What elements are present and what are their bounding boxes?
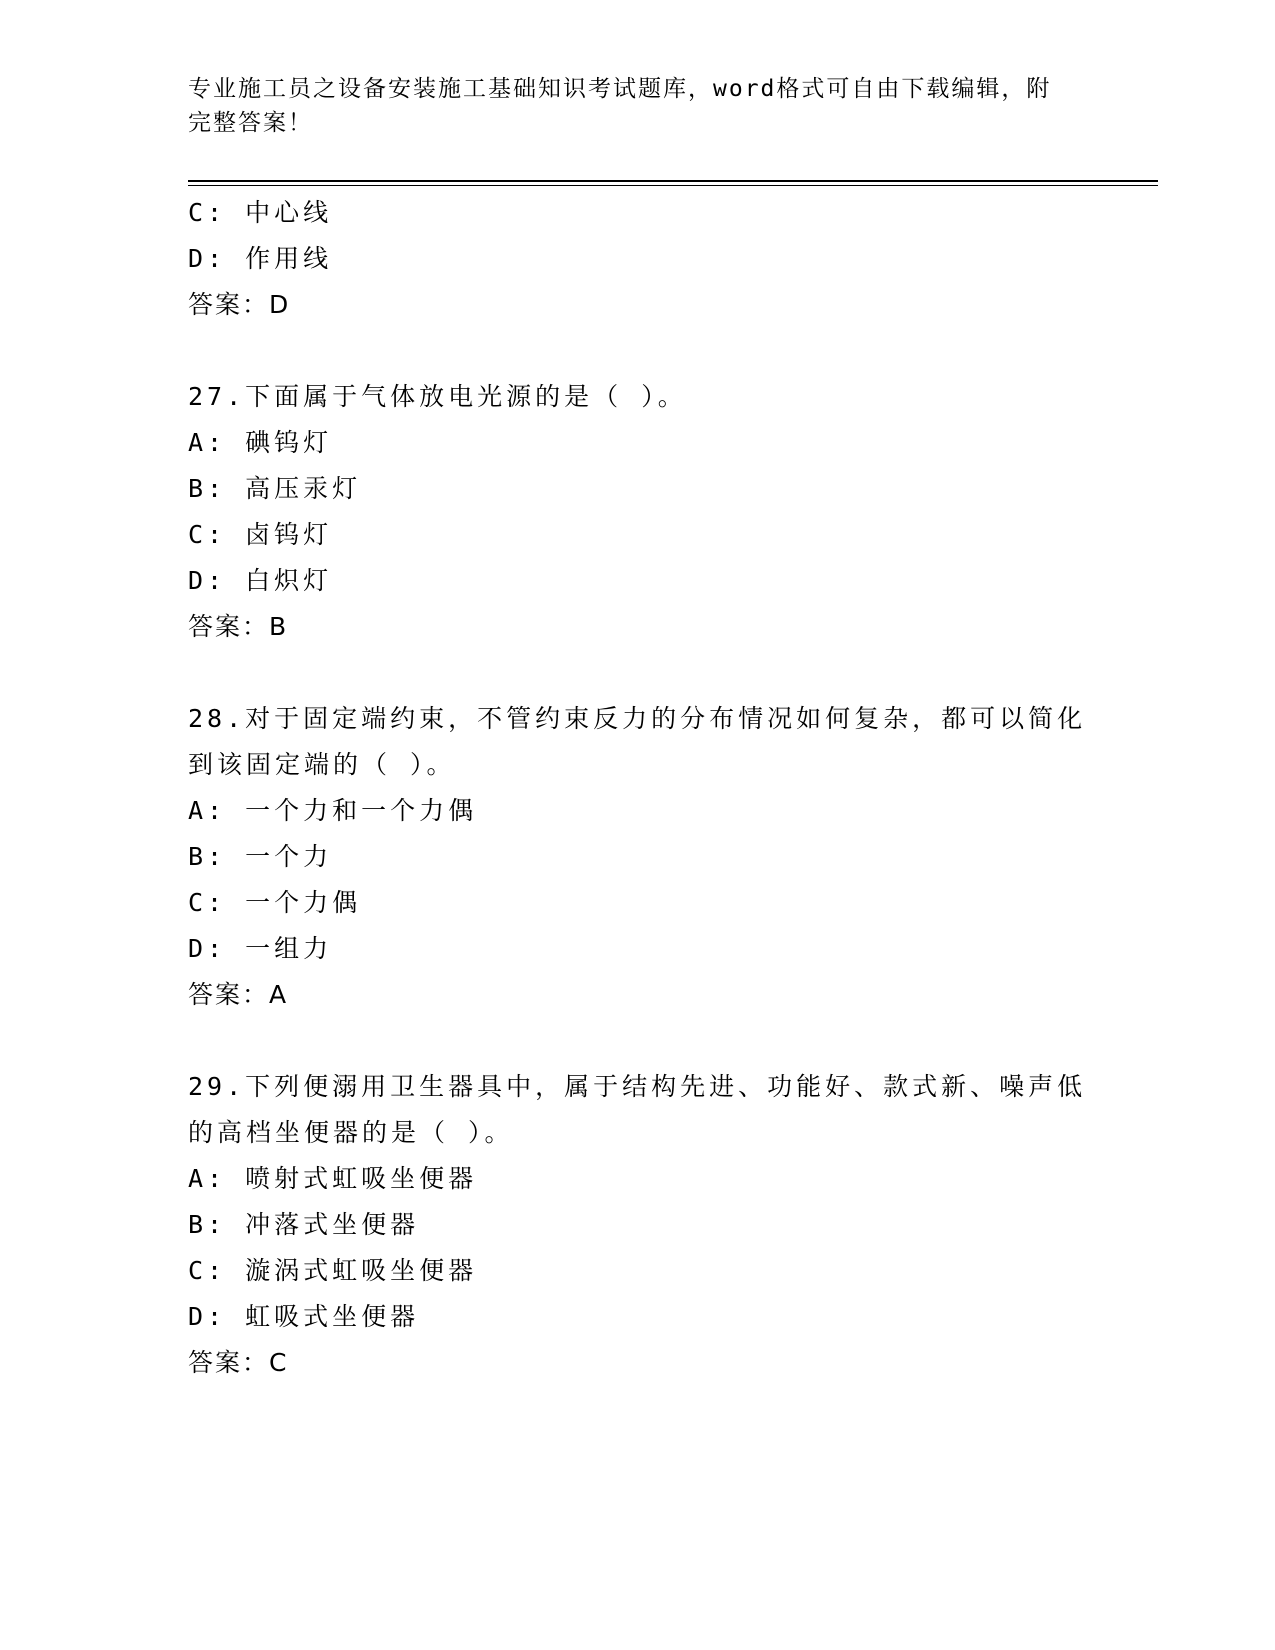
answer: 答案：C: [188, 1348, 289, 1377]
question-stem-line-1: 28.对于固定端约束，不管约束反力的分布情况如何复杂，都可以简化: [188, 704, 1087, 733]
header-divider-thick: [188, 180, 1158, 182]
spacer: [188, 328, 1088, 374]
question-stem: 27.下面属于气体放电光源的是（ ）。: [188, 382, 687, 411]
option-c: C: 一个力偶: [188, 888, 362, 917]
question-stem-line-2: 到该固定端的（ ）。: [188, 750, 456, 779]
question-26: [188, 190, 1088, 328]
question-list: [188, 190, 1088, 1386]
option-d: D: 虹吸式坐便器: [188, 1302, 420, 1331]
option-a: A: 喷射式虹吸坐便器: [188, 1164, 478, 1193]
answer: 答案：D: [188, 290, 291, 319]
question-28: [188, 696, 1088, 1018]
question-stem-line-1: 29.下列便溺用卫生器具中，属于结构先进、功能好、款式新、噪声低: [188, 1072, 1087, 1101]
answer: 答案：A: [188, 980, 289, 1009]
option-c: C: 中心线: [188, 198, 333, 227]
option-d: D: 作用线: [188, 244, 333, 273]
option-d: D: 一组力: [188, 934, 333, 963]
option-b: B: 高压汞灯: [188, 474, 362, 503]
answer: 答案：B: [188, 612, 289, 641]
option-a: A: 碘钨灯: [188, 428, 333, 457]
header-divider-thin: [188, 185, 1158, 186]
spacer: [188, 1018, 1088, 1064]
option-c: C: 漩涡式虹吸坐便器: [188, 1256, 478, 1285]
question-27: [188, 374, 1088, 650]
spacer: [188, 650, 1088, 696]
option-d: D: 白炽灯: [188, 566, 333, 595]
document-header: 专业施工员之设备安装施工基础知识考试题库，word格式可自由下载编辑，附完整答案！: [188, 76, 1052, 136]
question-stem-line-2: 的高档坐便器的是（ ）。: [188, 1118, 514, 1147]
option-b: B: 一个力: [188, 842, 333, 871]
option-b: B: 冲落式坐便器: [188, 1210, 420, 1239]
option-c: C: 卤钨灯: [188, 520, 333, 549]
question-29: [188, 1064, 1088, 1386]
option-a: A: 一个力和一个力偶: [188, 796, 478, 825]
